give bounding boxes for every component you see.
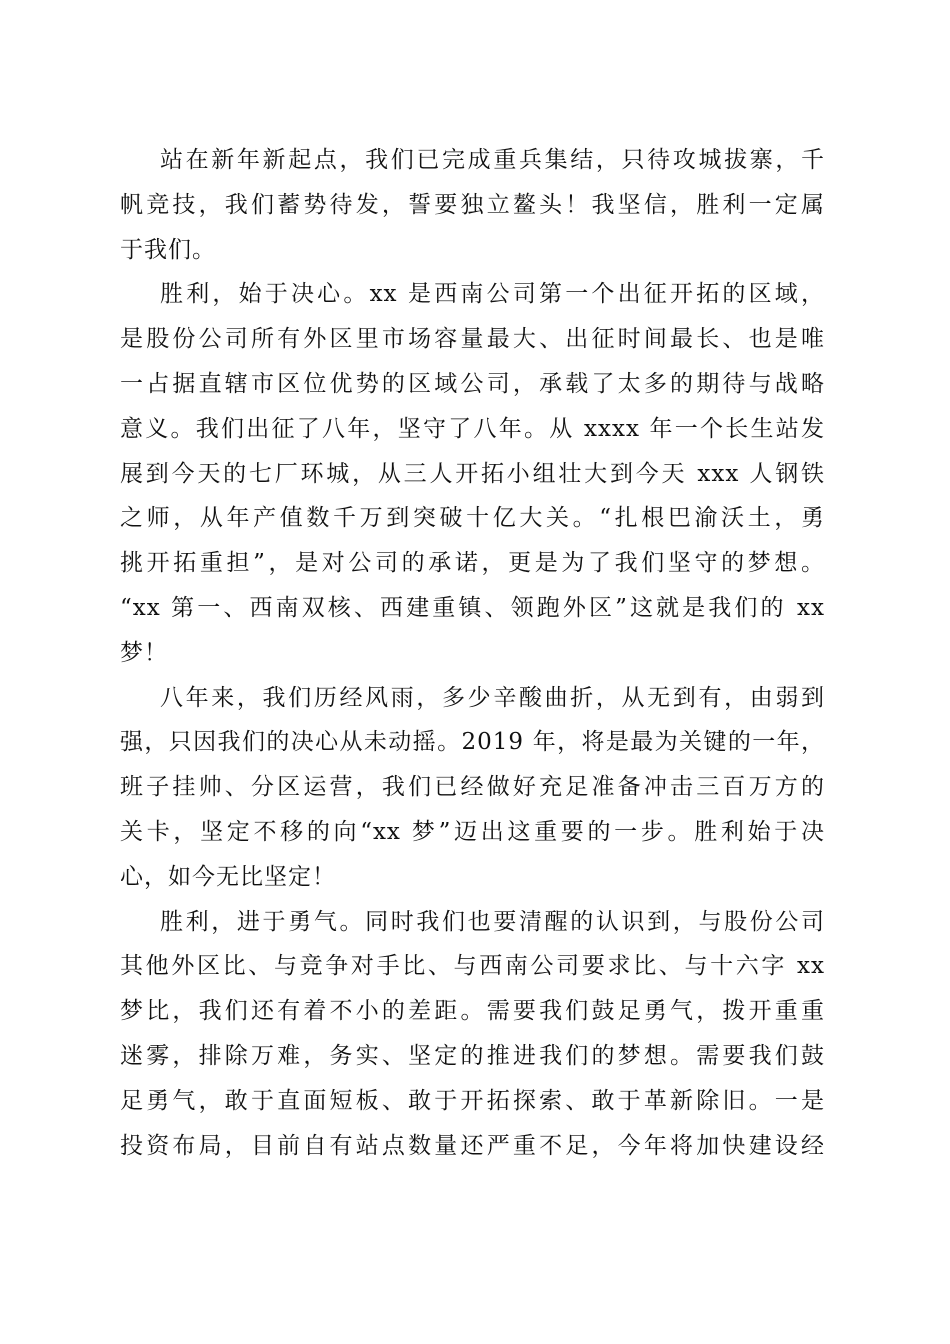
- paragraph-2-line-6: 之师，从年产值数千万到突破十亿大关。“扎根巴渝沃土，勇: [120, 505, 825, 532]
- paragraph-3-line-4: 关卡，坚定不移的向“xx 梦”迈出这重要的一步。胜利始于决: [120, 818, 825, 845]
- paragraph-2-line-7: 挑开拓重担”，是对公司的承诺，更是为了我们坚守的梦想。: [120, 550, 825, 577]
- paragraph-3-line-2: 强，只因我们的决心从未动摇。2019 年，将是最为关键的一年，: [120, 729, 825, 756]
- paragraph-3-line-3: 班子挂帅、分区运营，我们已经做好充足准备冲击三百万方的: [120, 774, 825, 801]
- paragraph-4-line-5: 足勇气，敢于直面短板、敢于开拓探索、敢于革新除旧。一是: [120, 1087, 825, 1114]
- paragraph-4-line-6: 投资布局，目前自有站点数量还严重不足，今年将加快建设经: [120, 1132, 825, 1159]
- paragraph-4-line-1: 胜利，进于勇气。同时我们也要清醒的认识到，与股份公司: [160, 908, 825, 935]
- paragraph-2-line-9: 梦！: [120, 639, 168, 666]
- paragraph-2-line-4: 意义。我们出征了八年，坚守了八年。从 xxxx 年一个长生站发: [120, 415, 825, 442]
- paragraph-2-line-8: “xx 第一、西南双核、西建重镇、领跑外区”这就是我们的 xx: [120, 594, 825, 621]
- paragraph-1-line-1: 站在新年新起点，我们已完成重兵集结，只待攻城拔寨，千: [160, 147, 825, 173]
- document-body: [120, 138, 825, 1168]
- paragraph-2-line-3: 一占据直辖市区位优势的区域公司，承载了太多的期待与战略: [120, 370, 825, 397]
- paragraph-1-line-2: 帆竞技，我们蓄势待发，誓要独立鳌头！我坚信，胜利一定属: [120, 191, 825, 218]
- paragraph-2-line-2: 是股份公司所有外区里市场容量最大、出征时间最长、也是唯: [120, 326, 825, 353]
- paragraph-3-line-5: 心，如今无比坚定！: [120, 863, 336, 890]
- paragraph-2-line-5: 展到今天的七厂环城，从三人开拓小组壮大到今天 xxx 人钢铁: [120, 460, 825, 487]
- paragraph-3-line-1: 八年来，我们历经风雨，多少辛酸曲折，从无到有，由弱到: [160, 684, 825, 711]
- paragraph-4-line-3: 梦比，我们还有着不小的差距。需要我们鼓足勇气，拨开重重: [120, 998, 825, 1025]
- paragraph-4-line-4: 迷雾，排除万难，务实、坚定的推进我们的梦想。需要我们鼓: [120, 1042, 825, 1069]
- paragraph-2-line-1: 胜利，始于决心。xx 是西南公司第一个出征开拓的区域，: [160, 281, 825, 308]
- paragraph-4-line-2: 其他外区比、与竞争对手比、与西南公司要求比、与十六字 xx: [120, 953, 825, 980]
- paragraph-1-line-3: 于我们。: [120, 236, 216, 263]
